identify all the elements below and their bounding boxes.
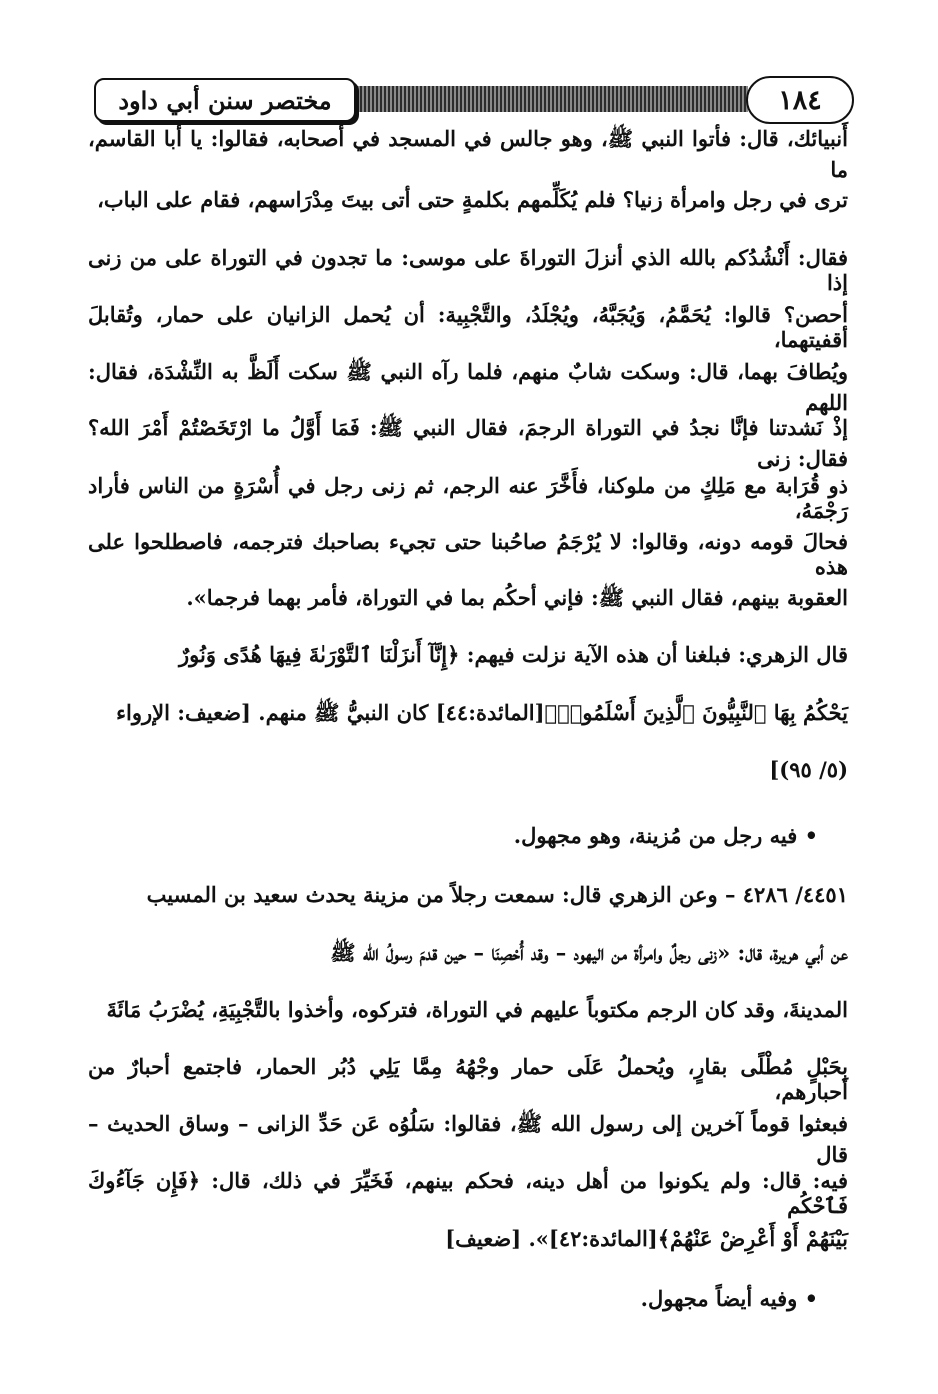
text-line-1: أَنبيائك، قال: فأتوا النبي ﷺ، وهو جالس في المسجد في أصحابه، فقالوا: يا أبا القاسم، ما: [88, 126, 848, 182]
text-line-10: قال الزهري: فبلغنا أن هذه الآية نزلت فيهم: ﴿إِنَّآ أَنزَلْنَا ٱلتَّوْرَىٰةَ فِيهَا هُدًى وَنُورٌ: [179, 642, 848, 667]
text-line-4: أحصن؟ قالوا: يُحَمَّمُ، وَيُجَبَّهُ، ويُجْلَدُ، والتَّجْبِية: أن يُحمل الزانيان على حمار، وتُقابلَ أقفيتهما،: [88, 302, 848, 352]
note-bullet-2: • وفيه أيضاً مجهول.: [640, 1286, 818, 1311]
text-line-15: عن أبي هريرة، قال: «زنى رجلٌ وامرأة من اليهود – وقد أُحْصِنَا – حين قدمَ رسولُ الله ﷺ: [330, 940, 848, 965]
text-line-12: (٥/ ٩٥)]: [769, 757, 848, 782]
page-header: [86, 74, 858, 130]
text-line-18: فبعثوا قوماً آخرين إلى رسول الله ﷺ، فقالوا: سَلُوُه عَن حَدِّ الزانى – وساق الحديث – قال: [88, 1111, 848, 1167]
text-line-6: إذْ نَشدتنا فإنَّا نجدُ في التوراة الرجمَ، فقال النبي ﷺ: فَمَا أَوَّلُ ما ارْتَخَصْتُمْ أَمْرَ الله؟ فقال: زنى: [88, 415, 848, 471]
text-line-2: ترى في رجل وامرأة زنيا؟ فلم يُكَلِّمهم بكلمةٍ حتى أتى بيتَ مِدْرَاسهم، فقام على الباب،: [97, 187, 848, 212]
header-decorative-band: [336, 86, 748, 112]
text-line-20: بَيْنَهُمْ أَوْ أَعْرِضْ عَنْهُمْ﴾[المائدة:٤٢]». [ضعيف]: [445, 1226, 848, 1251]
text-line-16: المدينةَ، وقد كان الرجم مكتوباً عليهم في التوراة، فتركوه، وأخذوا بالتَّجْبِيَةِ، يُضْرَبُ مَائَةَ: [106, 997, 848, 1022]
book-title-box: [94, 78, 356, 122]
note-bullet-1: • فيه رجل من مُزينة، وهو مجهول.: [513, 823, 818, 848]
text-line-17: بِحَبْلٍ مُطْلًى بقارٍ، ويُحملُ عَلَى حمار وجْهُهُ مِمَّا يَلِي دُبُر الحمار، فاجتمع أحبارٌ من أحبارهم،: [88, 1054, 848, 1104]
text-line-7: ذو قُرَابة مع مَلِكٍ من ملوكنا، فأَخَّرَ عنه الرجم، ثم زنى رجل في أُسْرَةٍ من الناس فأراد رَجْمَهُ،: [88, 473, 848, 523]
text-line-9: العقوبة بينهم، فقال النبي ﷺ: فإني أحكُم بما في التوراة، فأمر بهما فرجما».: [186, 585, 848, 610]
text-line-11: يَحْكُمُ بِهَا ٱلنَّبِيُّونَ ٱلَّذِينَ أَسْلَمُوا۟﴾[المائدة:٤٤] كان النبيُّ ﷺ منهم. [ضعيف: الإرواء: [116, 700, 848, 725]
page-number-badge: [746, 76, 854, 124]
text-line-3: فقال: أَنْشُدُكم بالله الذي أنزلَ التوراةَ على موسى: ما تجدون في التوراة على من زنى إذا: [88, 245, 848, 295]
text-line-14: ٤٤٥١/ ٤٢٨٦ – وعن الزهري قال: سمعت رجلاً من مزينة يحدث سعيد بن المسيب: [146, 882, 848, 907]
text-line-8: فحالَ قومه دونه، وقالوا: لا يُرْجَمُ صاحُبنا حتى تجيء بصاحبك فترجمه، فاصطلحوا على هذه: [88, 529, 848, 579]
text-line-19: فيه: قال: ولم يكونوا من أهل دينه، فحكم بينهم، فَخَيِّرَ في ذلك، قال: ﴿فَإِن جَآءُوكَ فَٱحْكُم: [88, 1168, 848, 1218]
text-line-5: ويُطافَ بهما، قال: وسكت شابٌ منهم، فلما رآه النبي ﷺ سكت أَلَظَّ به النِّشْدَة، فقال: اللهم: [88, 359, 848, 415]
book-title: مختصر سنن أبي داود: [118, 85, 332, 115]
page-number: ١٨٤: [778, 84, 822, 116]
